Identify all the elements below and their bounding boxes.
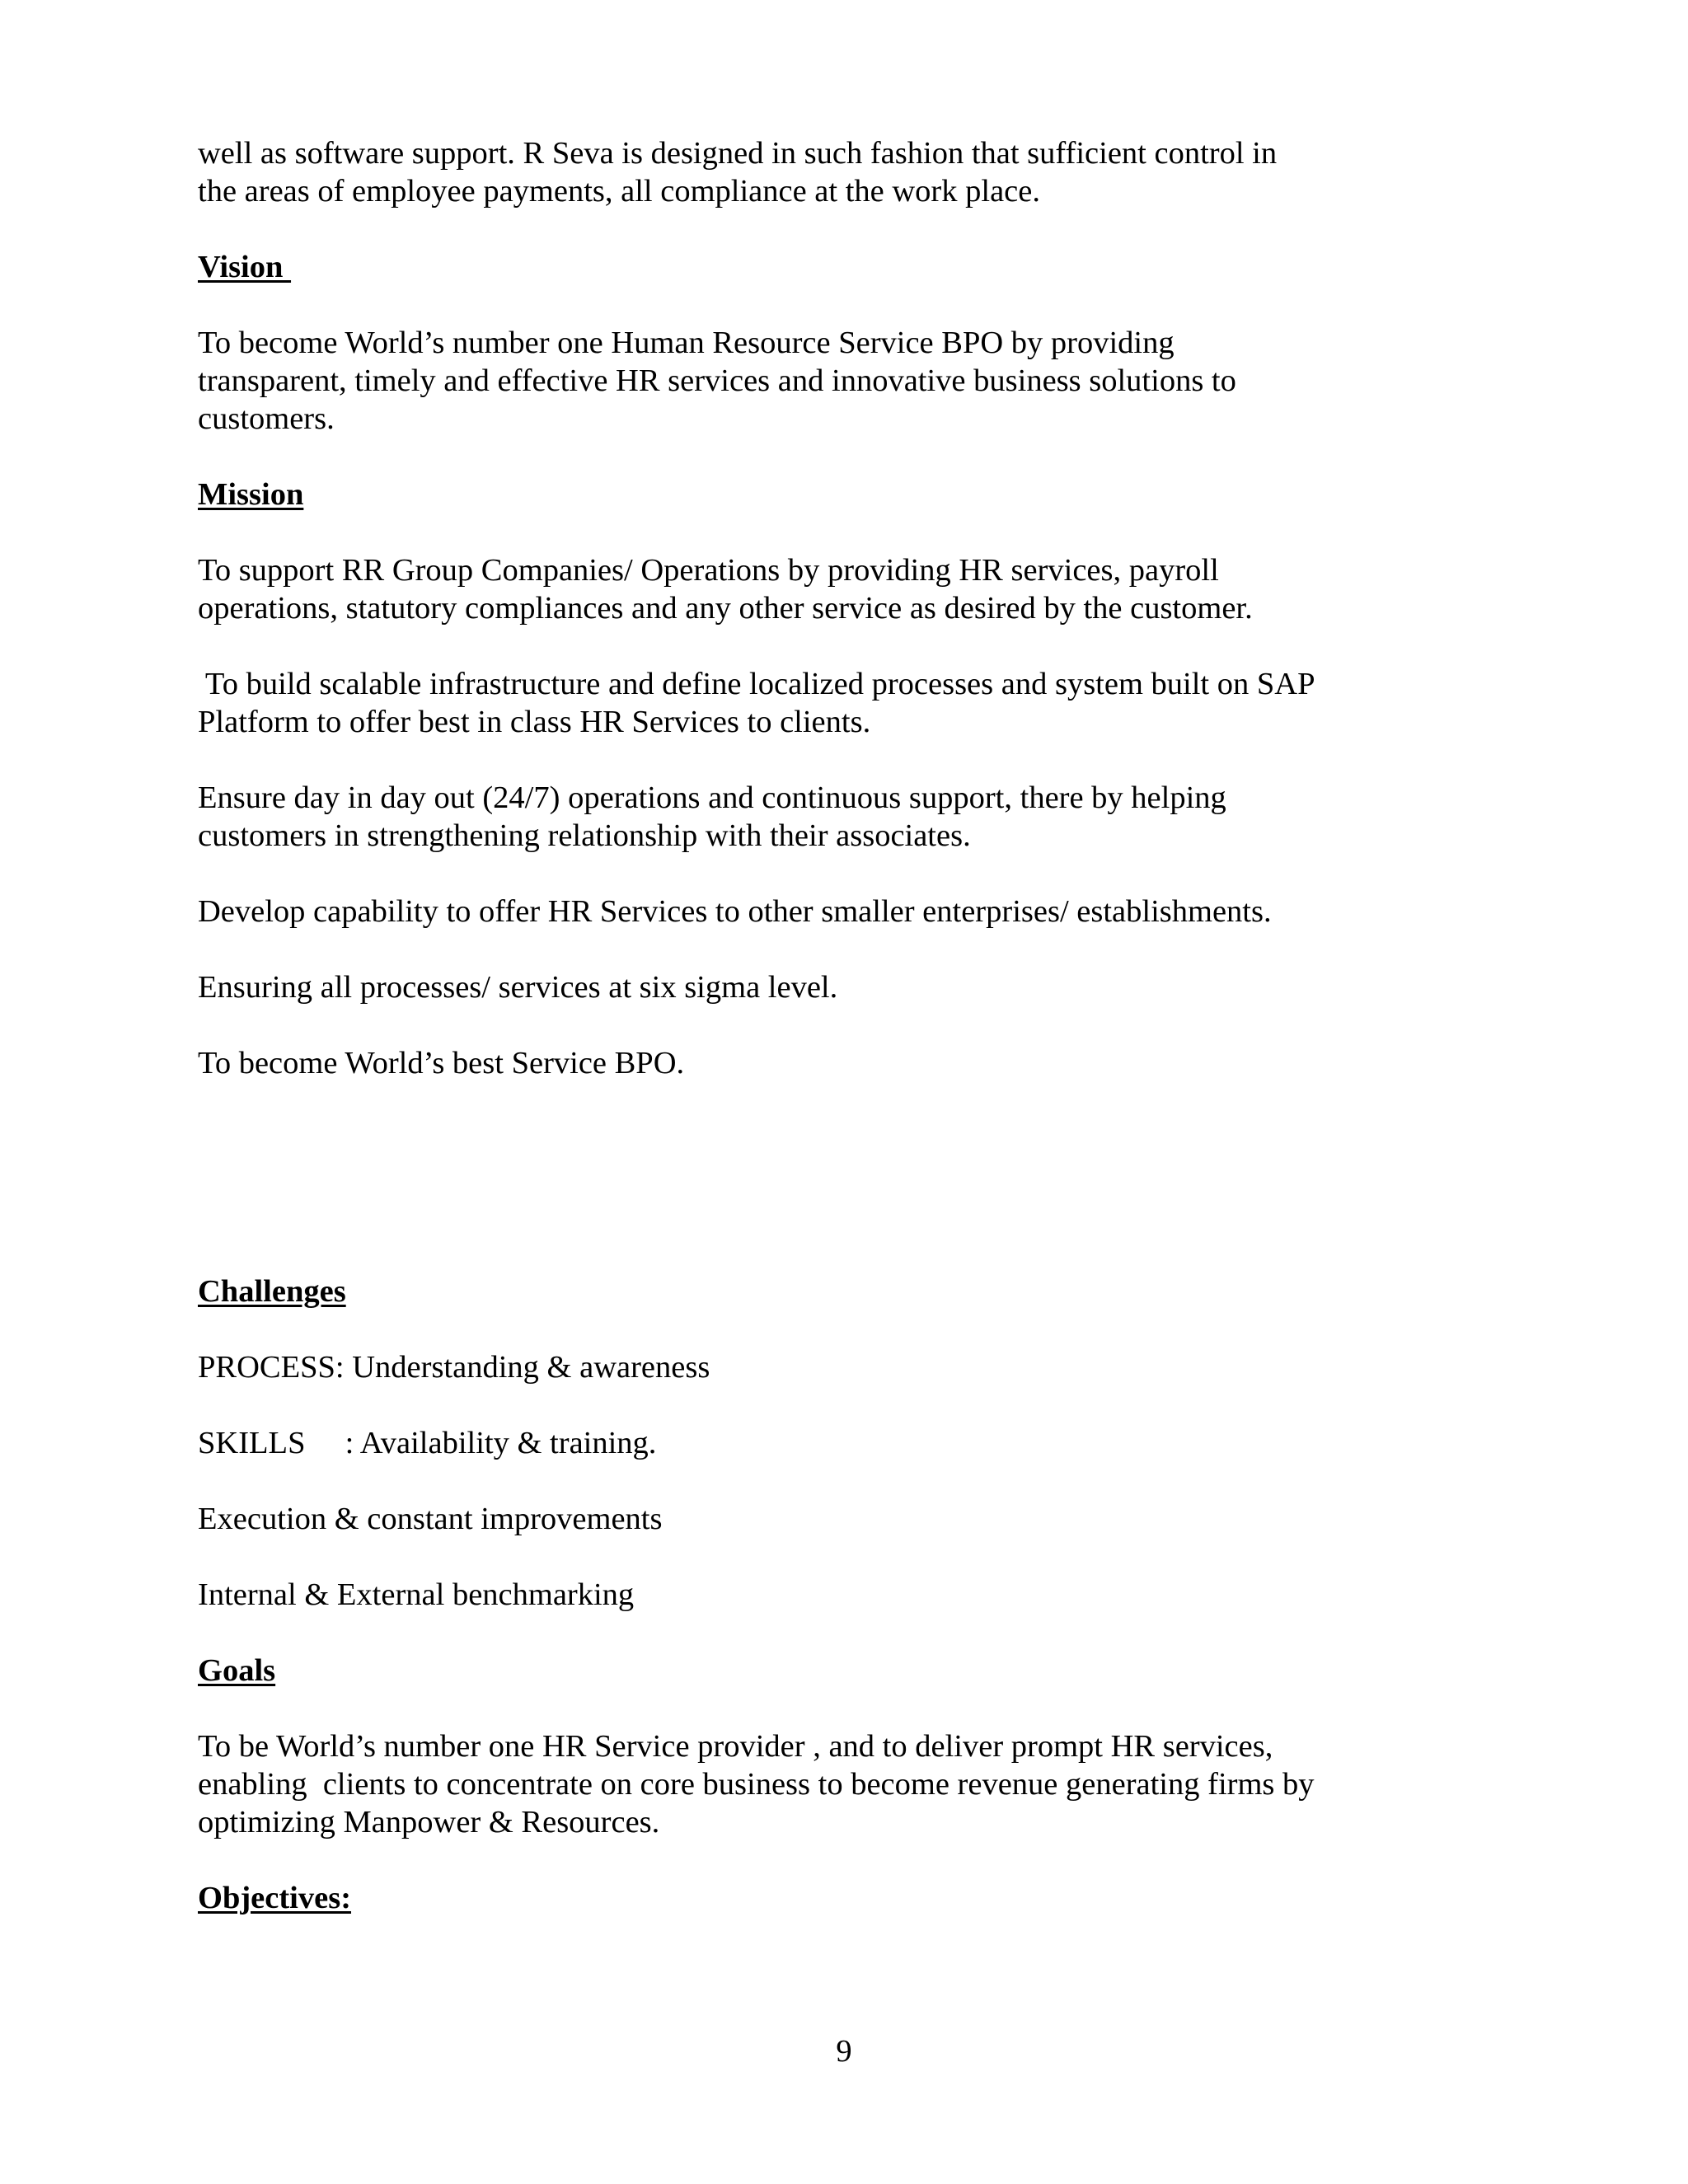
mission-paragraph-4: Develop capability to offer HR Services to other smaller enterprises/ establishments. bbox=[198, 894, 1272, 929]
objectives-heading: Objectives: bbox=[198, 1881, 352, 1915]
mission-paragraph-6: To become World’s best Service BPO. bbox=[198, 1046, 685, 1080]
mission-paragraph-1: To support RR Group Companies/ Operations by providing HR services, payroll operations, statutory compliances and any other service as desired by the customer. bbox=[198, 553, 1253, 626]
goals-heading: Goals bbox=[198, 1653, 276, 1688]
intro-paragraph: well as software support. R Seva is designed in such fashion that sufficient control in the areas of employee payments, all compliance at the work place. bbox=[198, 136, 1278, 209]
challenges-item: Execution & constant improvements bbox=[198, 1502, 663, 1536]
mission-paragraph-2: To build scalable infrastructure and define localized processes and system built on SAP Platform to offer best in class HR Services to clients. bbox=[198, 667, 1315, 739]
challenges-item: PROCESS: Understanding & awareness bbox=[198, 1350, 710, 1385]
challenges-item: Internal & External benchmarking bbox=[198, 1577, 635, 1612]
vision-heading: Vision bbox=[198, 250, 292, 284]
page-number: 9 bbox=[836, 2034, 852, 2069]
challenges-item: SKILLS : Availability & training. bbox=[198, 1426, 657, 1460]
challenges-heading: Challenges bbox=[198, 1274, 346, 1309]
mission-paragraph-3: Ensure day in day out (24/7) operations and continuous support, there by helping customers in strengthening relationship with their associates. bbox=[198, 780, 1226, 853]
goals-paragraph: To be World’s number one HR Service provider , and to deliver prompt HR services, enabling clients to concentrate on core business to become revenue generating firms by optimizing Manpower & Resources. bbox=[198, 1729, 1315, 1840]
mission-paragraph-5: Ensuring all processes/ services at six sigma level. bbox=[198, 970, 838, 1005]
mission-heading: Mission bbox=[198, 477, 304, 512]
vision-paragraph: To become World’s number one Human Resource Service BPO by providing transparent, timely and effective HR services and innovative business solutions to customers. bbox=[198, 326, 1236, 436]
